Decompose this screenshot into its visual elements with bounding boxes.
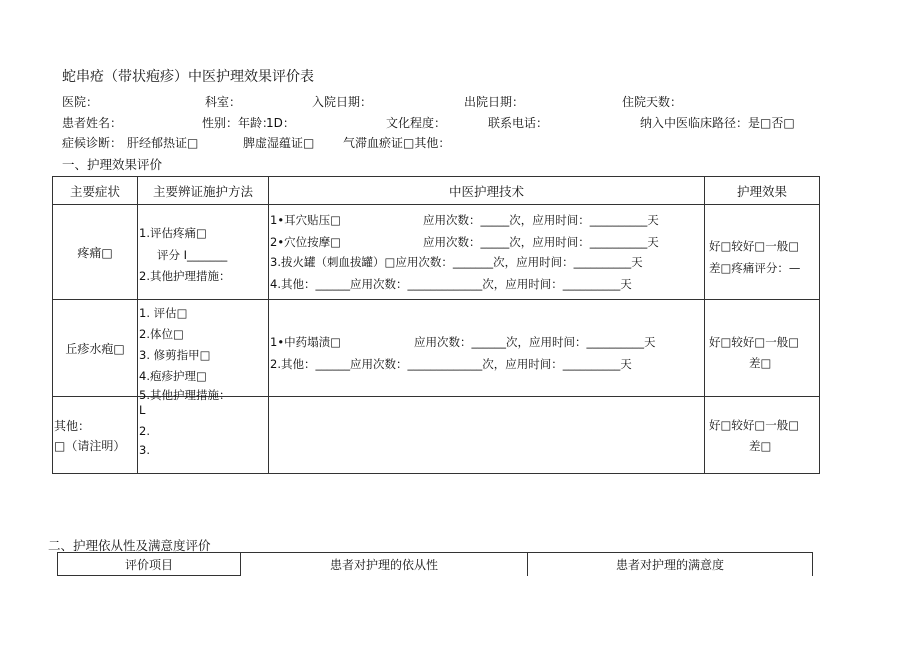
header-methods: 主要辨证施护方法 bbox=[138, 177, 269, 205]
method-line: 3. bbox=[139, 443, 150, 457]
symptom-papule-blister: 丘疹水疱□ bbox=[53, 300, 138, 397]
table-row bbox=[53, 205, 820, 300]
hospital-label: 医院： bbox=[62, 95, 99, 109]
technique-name: 2.其他：______应用次数：_____________次，应用时间：__________天 bbox=[270, 357, 632, 371]
symptom-other-line: □（请注明） bbox=[54, 439, 126, 453]
technique-name: 1•中药塌渍□ bbox=[270, 335, 341, 349]
table-row bbox=[53, 300, 820, 397]
effect-line: 差□疼痛评分：— bbox=[709, 261, 801, 275]
diagnosis-label: 症候诊断： bbox=[62, 136, 123, 150]
table-row bbox=[58, 553, 813, 576]
effect-other-cell bbox=[705, 397, 820, 474]
technique-name: 4.其他：______应用次数：_____________次，应用时间：__________天 bbox=[270, 277, 632, 291]
table-header-row bbox=[53, 177, 820, 205]
method-line: 1. 评估□ bbox=[139, 306, 188, 320]
education-label: 文化程度： bbox=[386, 116, 447, 130]
section-2-heading: 二、护理依从性及满意度评价 bbox=[48, 538, 211, 553]
age-label: 年龄： bbox=[238, 116, 275, 130]
effect-papule-cell bbox=[705, 300, 820, 397]
method-line: 5.其他护理措施： bbox=[139, 388, 231, 402]
admit-date-label: 入院日期： bbox=[312, 95, 373, 109]
technique-name: 2•穴位按摩□ bbox=[270, 235, 341, 249]
compliance-satisfaction-table bbox=[57, 552, 813, 576]
header-techniques: 中医护理技术 bbox=[269, 177, 705, 205]
department-label: 科室： bbox=[205, 95, 242, 109]
diagnosis-option-3: 气滞血瘀证□其他： bbox=[343, 136, 451, 150]
header-effect: 护理效果 bbox=[705, 177, 820, 205]
effect-line: 好□较好□一般□ bbox=[709, 418, 800, 432]
table-row bbox=[53, 397, 820, 474]
method-line: 3. 修剪指甲□ bbox=[139, 348, 211, 362]
header-satisfaction: 患者对护理的满意度 bbox=[528, 553, 813, 576]
technique-name: 3.拔火罐（刺血拔罐）□应用次数：_______次，应用时间：__________天 bbox=[270, 255, 643, 269]
symptom-other-cell bbox=[53, 397, 138, 474]
effect-line: 差□ bbox=[749, 356, 772, 370]
technique-name: 1•耳穴贴压□ bbox=[270, 213, 341, 227]
method-line: 2. bbox=[139, 424, 150, 438]
methods-pain-cell bbox=[138, 205, 269, 300]
diagnosis-option-1: 肝经郁热证□ bbox=[127, 136, 199, 150]
phone-label: 联系电话： bbox=[488, 116, 549, 130]
technique-usage: 应用次数：_____次，应用时间：__________天 bbox=[423, 235, 659, 249]
nursing-effect-table bbox=[52, 176, 820, 474]
clinical-pathway-label: 纳入中医临床路径：是□否□ bbox=[640, 116, 795, 130]
patient-name-label: 患者姓名： bbox=[62, 116, 123, 130]
page-title: 蛇串疮（带状疱疹）中医护理效果评价表 bbox=[62, 69, 314, 85]
method-line: 2.其他护理措施： bbox=[139, 269, 231, 283]
hospital-days-label: 住院天数： bbox=[622, 95, 683, 109]
effect-line: 好□较好□一般□ bbox=[709, 335, 800, 349]
method-line: 4.疱疹护理□ bbox=[139, 369, 207, 383]
id-label: 1D： bbox=[266, 116, 295, 130]
method-line: L bbox=[139, 403, 146, 417]
effect-line: 好□较好□一般□ bbox=[709, 239, 800, 253]
sex-label: 性别： bbox=[202, 116, 239, 130]
section-1-heading: 一、护理效果评价 bbox=[62, 157, 163, 172]
diagnosis-option-2: 脾虚湿蕴证□ bbox=[243, 136, 315, 150]
discharge-date-label: 出院日期： bbox=[464, 95, 525, 109]
symptom-other-line: 其他： bbox=[54, 419, 91, 433]
techniques-papule-cell bbox=[269, 300, 705, 397]
header-evaluation-item: 评价项目 bbox=[58, 553, 241, 576]
methods-papule-cell bbox=[138, 300, 269, 402]
techniques-pain-cell bbox=[269, 205, 705, 300]
method-line: 评分 I_______ bbox=[157, 248, 228, 262]
effect-line: 差□ bbox=[749, 439, 772, 453]
method-line: 1.评估疼痛□ bbox=[139, 226, 207, 240]
method-line: 2.体位□ bbox=[139, 327, 184, 341]
header-symptom: 主要症状 bbox=[53, 177, 138, 205]
effect-pain-cell bbox=[705, 205, 820, 300]
methods-other-cell bbox=[138, 397, 269, 474]
technique-usage: 应用次数：______次，应用时间：__________天 bbox=[414, 335, 656, 349]
technique-usage: 应用次数：_____次，应用时间：__________天 bbox=[423, 213, 659, 227]
techniques-other-cell bbox=[269, 397, 705, 474]
header-compliance: 患者对护理的依从性 bbox=[241, 553, 528, 576]
symptom-pain: 疼痛□ bbox=[53, 205, 138, 300]
